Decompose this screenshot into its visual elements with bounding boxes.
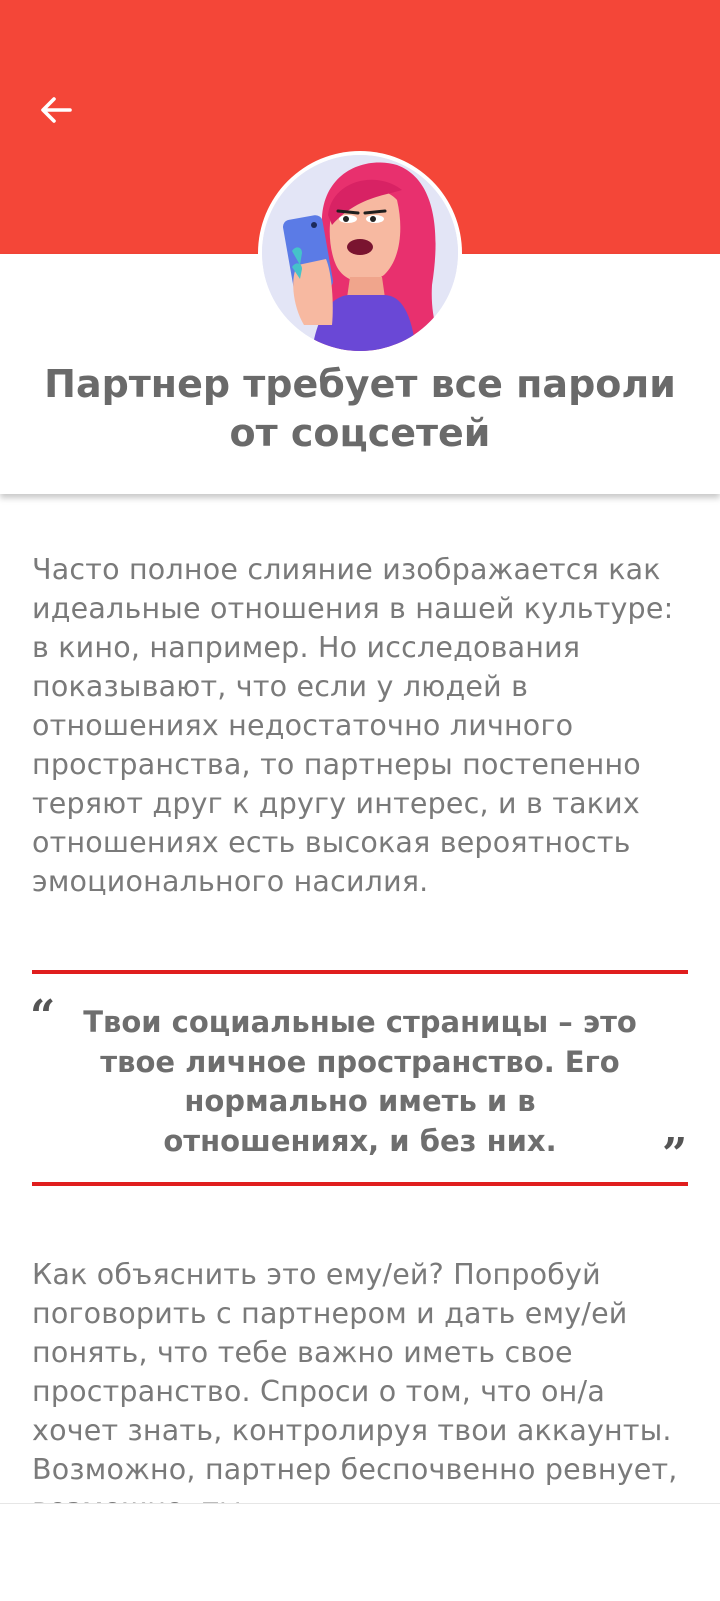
arrow-left-icon [36, 90, 76, 130]
woman-with-phone-illustration [262, 155, 458, 351]
article-paragraph: Часто полное слияние изображается как идеальные отношения в нашей культуре: в кино, например. Но исследования показывают, что если у людей в отношениях недостаточно личного пространства, то партнеры постепенно теряют друг к другу интерес, и в таких отношениях есть высокая вероятность эмоционального насилия. [32, 553, 674, 898]
page-title: Партнер требует все пароли от соцсетей [44, 362, 676, 455]
close-quote-icon: ” [662, 1129, 688, 1180]
bottom-bar [0, 1503, 720, 1601]
quote-divider-bottom [32, 1182, 688, 1186]
back-button[interactable] [28, 82, 84, 138]
article-paragraph: Как объяснить это ему/ей? Попробуй поговорить с партнером и дать ему/ей понять, что тебе важно иметь свое пространство. Спроси о том, что он/а хочет знать, контролируя твои аккаунты. Возможно, партнер беспочвенно ревнует, [32, 1258, 678, 1486]
avatar [262, 155, 458, 351]
open-quote-icon: “ [30, 991, 56, 1042]
quote-text: Твои социальные страницы – это твое личное пространство. Его нормально иметь и в отношениях, и без них. [83, 1005, 637, 1158]
quote-divider-top [32, 970, 688, 974]
